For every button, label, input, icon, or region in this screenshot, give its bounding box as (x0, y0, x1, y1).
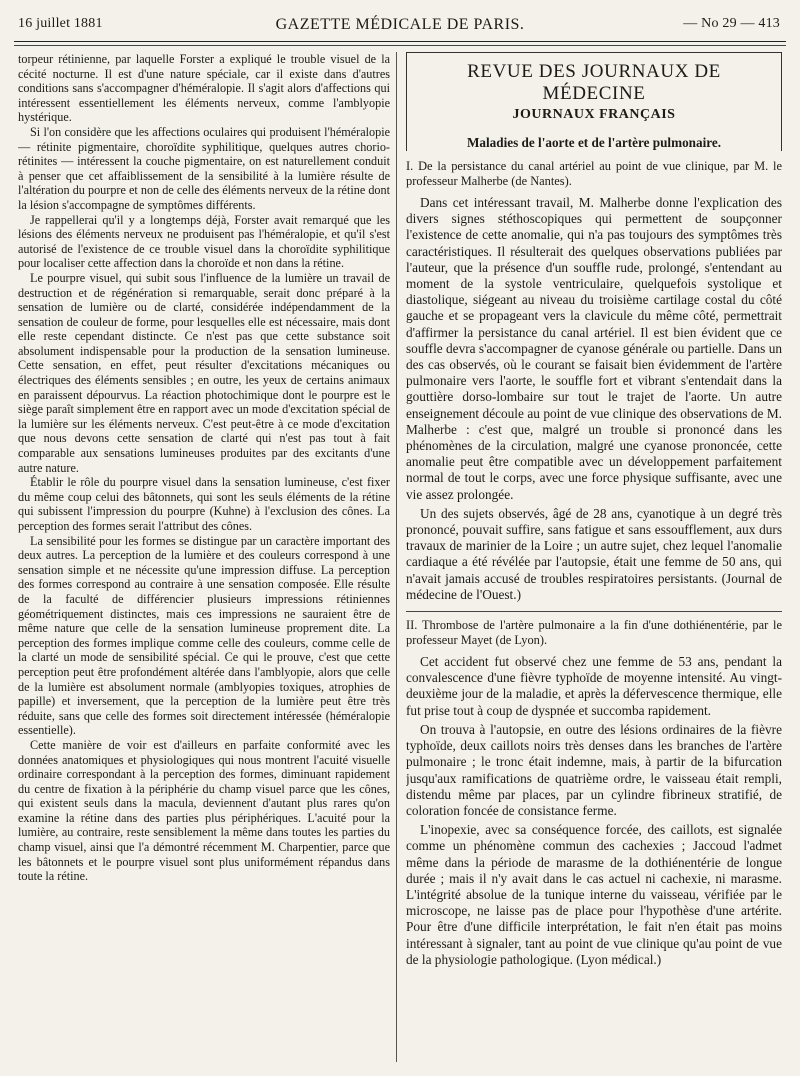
paragraph: Un des sujets observés, âgé de 28 ans, cyanotique à un degré très prononcé, pouvait suffire, sans fatigue et sans essoufflement, aux durs travaux de marinier de la Loire ; un autre sujet, chez lequel l'anomalie cardiaque a été révélée par l'autopsie, était une femme de 50 ans, qui n'avait jamais accusé de troubles respiratoires persistants. (Journal de médecine de l'Ouest.) (406, 505, 782, 602)
paragraph: La sensibilité pour les formes se distingue par un caractère important des deux autres. La perception de la lumière et des couleurs correspond à une sensation simple et ne nécessite qu'une impression diffuse. La perception des formes correspond au contraire à une sensation composée. Elle résulte de la faculté de différencier plusieurs impressions rétiniennes géométriquement distinctes, mais ces impressions ne sauraient être de même nature que celle de la sensation lumineuse proprement dite. La perception des formes implique comme celle des couleurs, comme celle de la clarté un mode de sensibilité spécial. Ce qui le prouve, c'est que cette perception peut être profondément altérée dans l'amblyopie, alors que celle de la lumière est absolument normale (amblyopies toxiques, atrophies de papille) et inversement, que la perception de la lumière peut être très réduite, sans que celle des formes soit directement intéressée (héméralopie essentielle). (18, 533, 390, 738)
column-divider (396, 52, 397, 1062)
issue-date: 16 juillet 1881 (18, 16, 103, 31)
paragraph: Dans cet intéressant travail, M. Malherbe donne l'explication des divers signes stéthoscopiques qui permettent de soupçonner l'existence de cette anomalie, qui n'a pas toujours des symptômes très caractéristiques. Il résulterait des quelques observations publiées par l'auteur, que la présence d'un souffle rude, prolongé, s'entendant au moment de la systole ventriculaire, quelquefois systolique et diastolique, siégeant au niveau du troisième cartilage costal du côté gauche et se propageant vers la clavicule du même côté, permettrait d'affirmer la persistance du canal artériel. Il est bien évident que ce souffle devra s'accompagner de cyanose générale ou partielle. Dans un des cas observés, où le courant se faisait bien évidemment de l'artère pulmonaire vers l'aorte, le souffle fort et vibrant s'entendait dans la gouttière dorso-lombaire sur tout le trajet de l'aorte. Un autre enseignement découle au point de vue clinique des observations de M. Malherbe : c'est que, malgré un trouble si prononcé dans les phénomènes de la circulation, malgré une cyanose prononcée, cette anomalie peut être compatible avec un développement parfaitement normal de tout le corps, avec une force physique suffisante, avec une vie assez prolongée. (406, 195, 782, 502)
revue-header (406, 52, 782, 151)
paragraph: Si l'on considère que les affections oculaires qui produisent l'héméralopie — rétinite pigmentaire, choroïdite syphilitique, quelques autres chorio-rétinites — intéressent la couche pigmentaire, on est naturellement conduit à penser que cet affaiblissement de la sensibilité à la lumière résulte de l'altération du pourpre et non de celle des éléments nerveux de la rétine dont la lésion s'accompagne de symptômes différents. (18, 124, 390, 212)
revue-subtitle: JOURNAUX FRANÇAIS (512, 107, 676, 122)
article-separator (406, 611, 782, 612)
page-header (14, 16, 786, 38)
article-body-2 (406, 654, 782, 968)
paragraph: Cet accident fut observé chez une femme de 53 ans, pendant la convalescence d'une fièvre typhoïde de moyenne intensité. Au vingt-deuxième jour de la maladie, et après la défervescence thermique, elle fut prise tout à coup de dyspnée et succomba rapidement. (406, 654, 782, 718)
paragraph: Cette manière de voir est d'ailleurs en parfaite conformité avec les données anatomiques et physiologiques qui nous montrent l'acuité visuelle ordinaire correspondant à la perception des formes, diminuant rapidement du centre de fixation à la périphérie du champ visuel parce que les cônes, qui existent seuls dans la macula, deviennent d'autant plus rares qu'on examine la rétine dans des parties plus périphériques. L'acuité pour la lumière, au contraire, reste sensiblement la même dans toutes les parties du champ visuel, ainsi que l'a démontré récemment M. Charpentier, parce que les bâtonnets et le pourpre visuel sont plus uniformément répandus dans toute la rétine. (18, 737, 390, 884)
paragraph: Je rappellerai qu'il y a longtemps déjà, Forster avait remarqué que les lésions des éléments nerveux ne produisent pas l'héméralopie, et qu'il s'est autorisé de l'existence de ce trouble visuel dans la choroïdite syphilitique pour localiser cette affection dans la choroïde et non dans la rétine. (18, 212, 390, 271)
right-column (406, 52, 782, 1062)
paragraph: L'inopexie, avec sa conséquence forcée, des caillots, est signalée comme un phénomène commun des cachexies ; Jaccoud l'admet même dans la période de marasme de la dothiénentérie de longue durée ; mais il n'y avait dans le cas actuel ni cachexie, ni marasme. L'intégrité absolue de la tunique interne du vaisseau, vérifiée par le microscope, ne laisse pas de place pour l'hypothèse d'une artérite. Pour être d'une difficile interprétation, le fait n'en était pas moins intéressant à signaler, tant au point de vue clinique qu'au point de vue de la physiologie pathologique. (Lyon médical.) (406, 822, 782, 967)
paragraph: Le pourpre visuel, qui subit sous l'influence de la lumière un travail de destruction et de régénération si remarquable, serait donc préparé à la sensation de lumière ou de clarté, considérée indépendamment de la sensation de couleur de forme, pour lesquelles elle est nécessaire, mais dont elle reste cependant distincte. Ce n'est pas que cette substance soit absolument indispensable pour la production de la sensation lumineuse. Cette sensation, en effet, peut résulter d'excitations mécaniques ou électriques des éléments sensibles ; en outre, les yeux de certains animaux en paraissent dépourvus. La réaction photochimique dont le pourpre est le siège paraît simplement être en rapport avec un mode d'excitation spécial de la lumière sur les éléments nerveux. C'est peut-être à ce mode d'excitation que nous devons cette sensation de clarté qui n'est pas tout à fait comparable aux sensations lumineuses produites par des excitants d'une autre nature. (18, 270, 390, 475)
paragraph: torpeur rétinienne, par laquelle Forster a expliqué le trouble visuel de la cécité nocturne. Il est d'une nature spéciale, car il existe dans d'autres conditions sans s'accompagner d'héméralopie. Il s'agit alors d'affections qui intéressent essentiellement les éléments nerveux, comme l'amblyopie hystérique. (18, 52, 390, 125)
section-title: Maladies de l'aorte et de l'artère pulmonaire. (466, 135, 722, 150)
article-body-1 (406, 195, 782, 603)
article-heading-2: II. Thrombose de l'artère pulmonaire a la fin d'une dothiénentérie, par le professeur Mayet (de Lyon). (406, 618, 782, 648)
revue-title: REVUE DES JOURNAUX DE MÉDECINE (467, 61, 721, 104)
header-rule (14, 41, 786, 42)
journal-title: GAZETTE MÉDICALE DE PARIS. (275, 16, 525, 33)
left-column (18, 52, 390, 1062)
header-rule-thin (14, 45, 786, 46)
issue-number: — No 29 — 413 (683, 16, 780, 31)
paragraph: Établir le rôle du pourpre visuel dans la sensation lumineuse, c'est fixer du même coup celui des bâtonnets, qui sont les seuls éléments de la rétine qui subissent l'impression du pourpre (Kuhne) à l'exclusion des cônes. La perception des formes serait l'attribut des cônes. (18, 475, 390, 533)
article-heading-1: I. De la persistance du canal artériel au point de vue clinique, par M. le professeur Malherbe (de Nantes). (406, 159, 782, 188)
paragraph: On trouva à l'autopsie, en outre des lésions ordinaires de la fièvre typhoïde, deux caillots noirs très denses dans les branches de l'artère pulmonaire ; le tronc était indemne, mais, à partir de la bifurcation jusqu'aux ramifications de quatrième ordre, le vaisseau était rempli, distendu même par places, par un cylindre fibrineux stratifié, de coloration foncée de consistance ferme. (406, 721, 782, 818)
newspaper-page (14, 8, 786, 1068)
